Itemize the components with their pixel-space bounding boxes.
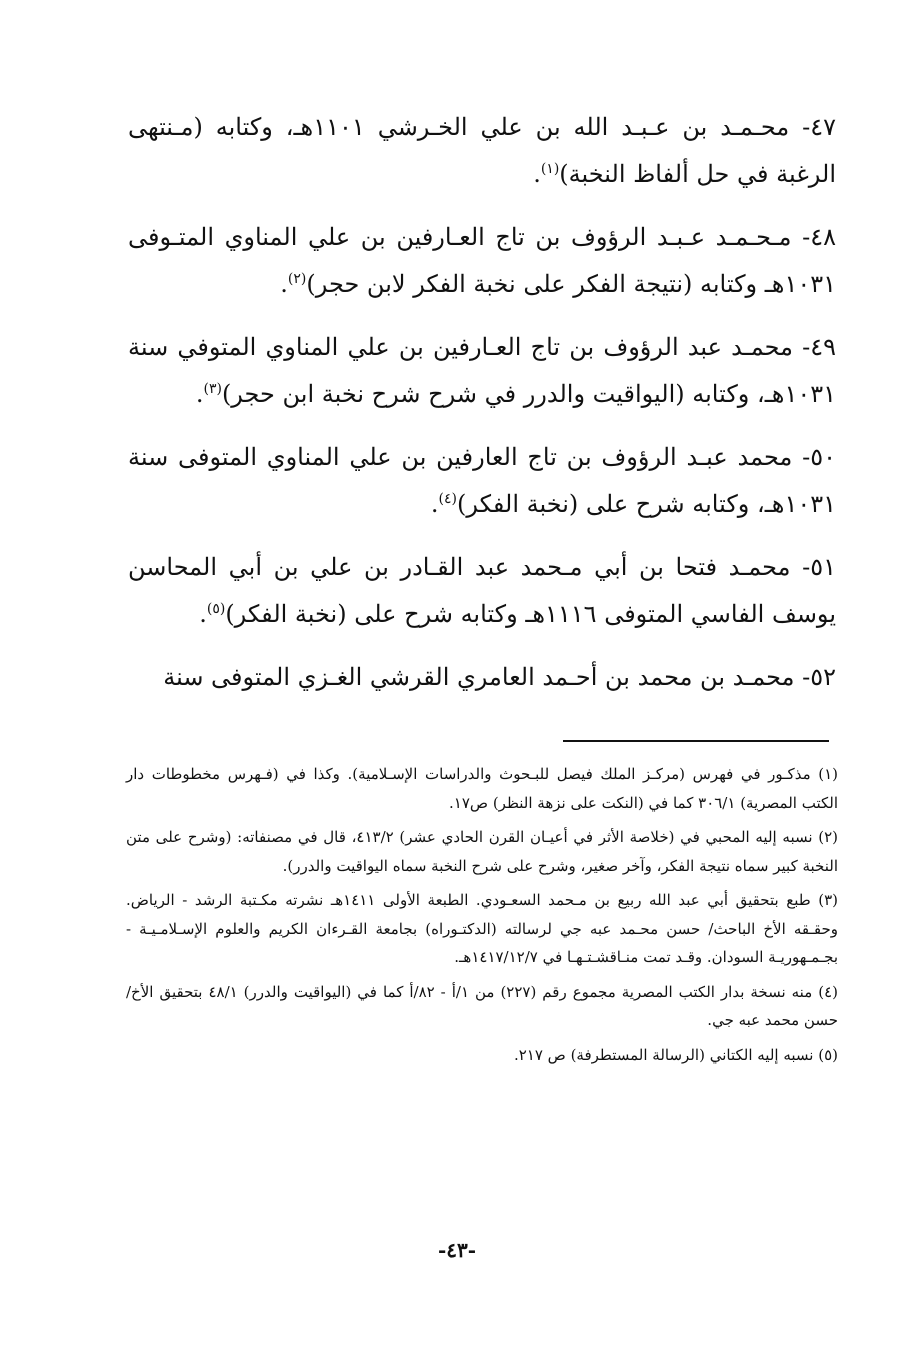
entry-text: ٥٠- محمد عبـد الرؤوف بن تاج العارفين بن علي المناوي المتوفى سنة ١٠٣١هـ، وكتابه شرح على (نخبة الفكر) (128, 443, 836, 518)
footnote-5: (٥) نسبه إليه الكتاني (الرسالة المستطرفة) ص ٢١٧. (513, 1045, 838, 1064)
entry-text: ٥١- محمـد فتحا بن أبي مـحمد عبد القـادر بن علي بن أبي المحاسن يوسف الفاسي المتوفى ١١١٦هـ وكتابه شرح على (نخبة الفكر) (128, 553, 836, 628)
entry-end: . (280, 270, 288, 298)
page-number: -٤٣- (437, 1238, 477, 1262)
entry-52 (128, 654, 836, 701)
entry-end: . (199, 600, 207, 628)
entry-text: ٤٧- محـمـد بن عـبـد الله بن علي الخـرشي ١١٠١هـ، وكتابه (مـنتهى الرغبة في حل ألفاظ النخبة) (128, 113, 836, 188)
footnote-1: (١) مذكـور في فهرس (مركـز الملك فيصل للبـحوث والدراسات الإسـلامية). وكذا في (فـهرس مخطوطات دار الكتب المصرية) ٣٠٦/١ كما في (النكت على نزهة النظر) ص١٧. (126, 765, 838, 812)
footnotes (126, 760, 838, 1075)
entry-text: ٤٨- مـحـمـد عـبـد الرؤوف بن تاج العـارفين بن علي المناوي المتـوفى ١٠٣١هـ وكتابه (نتيجة الفكر على نخبة الفكر لابن حجر) (128, 223, 836, 298)
footnote-ref: (٢) (287, 271, 307, 287)
entry-49 (128, 324, 836, 418)
entry-end: . (533, 160, 541, 188)
footnote-4: (٤) منه نسخة بدار الكتب المصرية مجموع رقم (٢٢٧) من ١/أ - ٨٢/أ كما في (اليواقيت والدرر) ٤٨/١ بتحقيق الأخ/ حسن محمد عبه جي. (126, 982, 838, 1029)
entry-51 (128, 544, 836, 638)
entry-48 (128, 214, 836, 308)
entry-end: . (430, 490, 439, 518)
footnote-ref: (٥) (206, 601, 226, 617)
main-text (128, 104, 836, 717)
entry-text: ٥٢- محمـد بن محمد بن أحـمد العامري القرشي الغـزي المتوفى سنة (163, 663, 836, 691)
footnote-separator (563, 740, 829, 742)
footnote-ref: (١) (540, 161, 560, 177)
entry-end: . (195, 380, 204, 408)
entry-text: ٤٩- محمـد عبد الرؤوف بن تاج العـارفين بن علي المناوي المتوفي سنة ١٠٣١هـ، وكتابه (اليواقيت والدرر في شرح شرح نخبة ابن حجر) (128, 333, 836, 408)
footnote-ref: (٣) (203, 381, 222, 397)
entry-47 (128, 104, 836, 198)
entry-50 (128, 434, 836, 528)
footnote-3: (٣) طبع بتحقيق أبي عبد الله ربيع بن مـحمد السعـودي. الطبعة الأولى ١٤١١هـ نشرته مكـتبة الرشد - الرياض. وحقـقه الأخ الباحث/ حسن محـمد عبه جي لرسالته (الدكتـوراه) بجامعة القـرءان الكريم والعلوم الإسـلامـيـة - بجـمـهوريـة السودان. وقـد تمت منـاقشـتـهـا في ١٤١٧/١٢/٧هـ. (126, 891, 838, 966)
footnote-ref: (٤) (438, 491, 457, 507)
footnote-2: (٢) نسبه إليه المحبي في (خلاصة الأثر في أعيـان القرن الحادي عشر) ٤١٣/٢، قال في مصنفاته: (وشرح على متن النخبة كبير سماه نتيجة الفكر، وآخر صغير، وشرح على شرح النخبة سماه اليواقيت والدرر). (126, 828, 839, 875)
